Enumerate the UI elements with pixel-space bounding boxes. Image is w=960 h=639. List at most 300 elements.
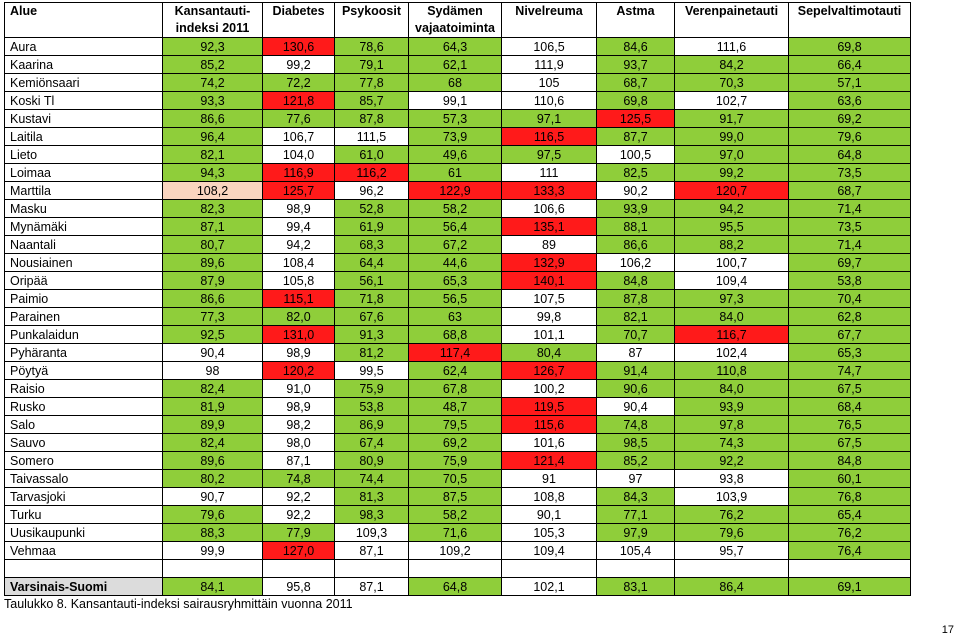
value-cell: 75,9 xyxy=(409,452,502,470)
value-cell: 110,8 xyxy=(675,362,789,380)
value-cell: 86,6 xyxy=(163,290,263,308)
value-cell: 122,9 xyxy=(409,182,502,200)
value-cell: 78,6 xyxy=(335,38,409,56)
value-cell: 87,9 xyxy=(163,272,263,290)
value-cell: 82,1 xyxy=(163,146,263,164)
value-cell: 69,2 xyxy=(789,110,911,128)
value-cell: 92,2 xyxy=(675,452,789,470)
value-cell: 99,2 xyxy=(675,164,789,182)
value-cell: 74,7 xyxy=(789,362,911,380)
value-cell: 71,8 xyxy=(335,290,409,308)
value-cell: 44,6 xyxy=(409,254,502,272)
value-cell: 88,1 xyxy=(597,218,675,236)
value-cell: 130,6 xyxy=(263,38,335,56)
value-cell: 57,1 xyxy=(789,74,911,92)
value-cell: 77,1 xyxy=(597,506,675,524)
value-cell: 107,5 xyxy=(502,290,597,308)
area-name-cell: Raisio xyxy=(5,380,163,398)
value-cell: 67,8 xyxy=(409,380,502,398)
value-cell: 91,7 xyxy=(675,110,789,128)
table-row xyxy=(5,362,911,380)
value-cell: 74,2 xyxy=(163,74,263,92)
value-cell: 102,7 xyxy=(675,92,789,110)
value-cell: 64,8 xyxy=(409,578,502,596)
value-cell: 77,3 xyxy=(163,308,263,326)
value-cell: 84,1 xyxy=(163,578,263,596)
value-cell: 98 xyxy=(163,362,263,380)
area-name-cell: Kustavi xyxy=(5,110,163,128)
value-cell: 75,9 xyxy=(335,380,409,398)
value-cell: 87,1 xyxy=(163,218,263,236)
value-cell: 133,3 xyxy=(502,182,597,200)
area-name-cell: Pyhäranta xyxy=(5,344,163,362)
value-cell: 76,5 xyxy=(789,416,911,434)
value-cell: 100,2 xyxy=(502,380,597,398)
value-cell: 94,3 xyxy=(163,164,263,182)
value-cell: 84,0 xyxy=(675,308,789,326)
value-cell: 77,6 xyxy=(263,110,335,128)
spacer-cell xyxy=(675,560,789,578)
value-cell: 108,2 xyxy=(163,182,263,200)
value-cell: 103,9 xyxy=(675,488,789,506)
value-cell: 73,5 xyxy=(789,218,911,236)
value-cell: 69,8 xyxy=(597,92,675,110)
value-cell: 135,1 xyxy=(502,218,597,236)
value-cell: 71,4 xyxy=(789,200,911,218)
value-cell: 83,1 xyxy=(597,578,675,596)
value-cell: 70,7 xyxy=(597,326,675,344)
value-cell: 68,8 xyxy=(409,326,502,344)
value-cell: 79,1 xyxy=(335,56,409,74)
value-cell: 61,9 xyxy=(335,218,409,236)
value-cell: 70,4 xyxy=(789,290,911,308)
value-cell: 87,5 xyxy=(409,488,502,506)
value-cell: 99,8 xyxy=(502,308,597,326)
area-name-cell: Mynämäki xyxy=(5,218,163,236)
value-cell: 94,2 xyxy=(263,236,335,254)
area-name-cell: Taivassalo xyxy=(5,470,163,488)
value-cell: 119,5 xyxy=(502,398,597,416)
value-cell: 84,8 xyxy=(597,272,675,290)
value-cell: 95,7 xyxy=(675,542,789,560)
area-name-cell: Vehmaa xyxy=(5,542,163,560)
value-cell: 64,4 xyxy=(335,254,409,272)
spacer-cell xyxy=(597,560,675,578)
value-cell: 69,1 xyxy=(789,578,911,596)
table-row xyxy=(5,218,911,236)
value-cell: 97,1 xyxy=(502,110,597,128)
value-cell: 68,4 xyxy=(789,398,911,416)
total-row xyxy=(5,578,911,596)
value-cell: 69,2 xyxy=(409,434,502,452)
value-cell: 80,4 xyxy=(502,344,597,362)
value-cell: 97,8 xyxy=(675,416,789,434)
value-cell: 90,4 xyxy=(163,344,263,362)
table-row xyxy=(5,164,911,182)
value-cell: 64,8 xyxy=(789,146,911,164)
area-name-cell: Lieto xyxy=(5,146,163,164)
table-row xyxy=(5,74,911,92)
value-cell: 106,5 xyxy=(502,38,597,56)
value-cell: 84,8 xyxy=(789,452,911,470)
table-row xyxy=(5,200,911,218)
table-row xyxy=(5,398,911,416)
area-name-cell: Naantali xyxy=(5,236,163,254)
spacer-cell xyxy=(502,560,597,578)
value-cell: 96,2 xyxy=(335,182,409,200)
value-cell: 82,0 xyxy=(263,308,335,326)
value-cell: 79,6 xyxy=(675,524,789,542)
value-cell: 117,4 xyxy=(409,344,502,362)
value-cell: 99,0 xyxy=(675,128,789,146)
value-cell: 84,2 xyxy=(675,56,789,74)
table-row xyxy=(5,92,911,110)
value-cell: 77,9 xyxy=(263,524,335,542)
value-cell: 101,1 xyxy=(502,326,597,344)
value-cell: 89,6 xyxy=(163,254,263,272)
value-cell: 140,1 xyxy=(502,272,597,290)
area-name-cell: Sauvo xyxy=(5,434,163,452)
area-name-cell: Kemiönsaari xyxy=(5,74,163,92)
value-cell: 57,3 xyxy=(409,110,502,128)
value-cell: 73,9 xyxy=(409,128,502,146)
value-cell: 111,6 xyxy=(675,38,789,56)
value-cell: 116,5 xyxy=(502,128,597,146)
area-name-cell: Somero xyxy=(5,452,163,470)
column-header: Kansantauti- indeksi 2011 xyxy=(163,3,263,38)
value-cell: 109,2 xyxy=(409,542,502,560)
value-cell: 91,4 xyxy=(597,362,675,380)
table-row xyxy=(5,56,911,74)
value-cell: 90,2 xyxy=(597,182,675,200)
value-cell: 58,2 xyxy=(409,506,502,524)
value-cell: 82,3 xyxy=(163,200,263,218)
value-cell: 80,2 xyxy=(163,470,263,488)
value-cell: 74,8 xyxy=(597,416,675,434)
value-cell: 95,5 xyxy=(675,218,789,236)
table-row xyxy=(5,542,911,560)
value-cell: 101,6 xyxy=(502,434,597,452)
value-cell: 97,9 xyxy=(597,524,675,542)
value-cell: 106,2 xyxy=(597,254,675,272)
value-cell: 82,1 xyxy=(597,308,675,326)
value-cell: 111,5 xyxy=(335,128,409,146)
value-cell: 79,6 xyxy=(163,506,263,524)
value-cell: 81,9 xyxy=(163,398,263,416)
value-cell: 60,1 xyxy=(789,470,911,488)
value-cell: 67,5 xyxy=(789,380,911,398)
area-name-cell: Oripää xyxy=(5,272,163,290)
value-cell: 69,7 xyxy=(789,254,911,272)
column-header: Alue xyxy=(5,3,163,38)
spacer-cell xyxy=(5,560,163,578)
value-cell: 109,4 xyxy=(502,542,597,560)
area-name-cell: Kaarina xyxy=(5,56,163,74)
value-cell: 90,7 xyxy=(163,488,263,506)
value-cell: 110,6 xyxy=(502,92,597,110)
value-cell: 92,5 xyxy=(163,326,263,344)
value-cell: 92,3 xyxy=(163,38,263,56)
value-cell: 88,3 xyxy=(163,524,263,542)
value-cell: 85,2 xyxy=(163,56,263,74)
value-cell: 86,6 xyxy=(163,110,263,128)
value-cell: 106,7 xyxy=(263,128,335,146)
table-row xyxy=(5,470,911,488)
value-cell: 125,5 xyxy=(597,110,675,128)
area-name-cell: Varsinais-Suomi xyxy=(5,578,163,596)
table-row xyxy=(5,38,911,56)
value-cell: 93,3 xyxy=(163,92,263,110)
value-cell: 116,2 xyxy=(335,164,409,182)
value-cell: 70,3 xyxy=(675,74,789,92)
value-cell: 56,5 xyxy=(409,290,502,308)
area-name-cell: Rusko xyxy=(5,398,163,416)
value-cell: 121,4 xyxy=(502,452,597,470)
value-cell: 63,6 xyxy=(789,92,911,110)
value-cell: 86,6 xyxy=(597,236,675,254)
value-cell: 86,9 xyxy=(335,416,409,434)
value-cell: 93,9 xyxy=(597,200,675,218)
value-cell: 82,4 xyxy=(163,434,263,452)
value-cell: 53,8 xyxy=(789,272,911,290)
value-cell: 69,8 xyxy=(789,38,911,56)
value-cell: 80,9 xyxy=(335,452,409,470)
value-cell: 105,3 xyxy=(502,524,597,542)
value-cell: 84,6 xyxy=(597,38,675,56)
value-cell: 94,2 xyxy=(675,200,789,218)
value-cell: 100,5 xyxy=(597,146,675,164)
table-row xyxy=(5,452,911,470)
value-cell: 115,1 xyxy=(263,290,335,308)
table-row xyxy=(5,380,911,398)
header-row xyxy=(5,3,911,38)
value-cell: 56,4 xyxy=(409,218,502,236)
spacer-cell xyxy=(263,560,335,578)
value-cell: 68 xyxy=(409,74,502,92)
value-cell: 62,8 xyxy=(789,308,911,326)
value-cell: 62,1 xyxy=(409,56,502,74)
value-cell: 91,0 xyxy=(263,380,335,398)
table-caption: Taulukko 8. Kansantauti-indeksi sairausryhmittäin vuonna 2011 xyxy=(4,597,353,611)
value-cell: 96,4 xyxy=(163,128,263,146)
value-cell: 76,8 xyxy=(789,488,911,506)
value-cell: 79,5 xyxy=(409,416,502,434)
table-row xyxy=(5,344,911,362)
value-cell: 93,9 xyxy=(675,398,789,416)
area-name-cell: Laitila xyxy=(5,128,163,146)
table-row xyxy=(5,434,911,452)
value-cell: 90,1 xyxy=(502,506,597,524)
table-row xyxy=(5,524,911,542)
value-cell: 88,2 xyxy=(675,236,789,254)
value-cell: 72,2 xyxy=(263,74,335,92)
value-cell: 108,8 xyxy=(502,488,597,506)
value-cell: 104,0 xyxy=(263,146,335,164)
value-cell: 68,7 xyxy=(789,182,911,200)
value-cell: 90,6 xyxy=(597,380,675,398)
value-cell: 131,0 xyxy=(263,326,335,344)
value-cell: 62,4 xyxy=(409,362,502,380)
value-cell: 111 xyxy=(502,164,597,182)
value-cell: 116,9 xyxy=(263,164,335,182)
value-cell: 97,0 xyxy=(675,146,789,164)
value-cell: 68,7 xyxy=(597,74,675,92)
value-cell: 93,7 xyxy=(597,56,675,74)
table-row xyxy=(5,308,911,326)
value-cell: 126,7 xyxy=(502,362,597,380)
area-name-cell: Nousiainen xyxy=(5,254,163,272)
value-cell: 106,6 xyxy=(502,200,597,218)
value-cell: 82,5 xyxy=(597,164,675,182)
value-cell: 98,9 xyxy=(263,398,335,416)
value-cell: 90,4 xyxy=(597,398,675,416)
value-cell: 92,2 xyxy=(263,506,335,524)
value-cell: 91 xyxy=(502,470,597,488)
column-header: Sepelvaltimotauti xyxy=(789,3,911,38)
value-cell: 82,4 xyxy=(163,380,263,398)
value-cell: 74,8 xyxy=(263,470,335,488)
value-cell: 84,3 xyxy=(597,488,675,506)
value-cell: 81,2 xyxy=(335,344,409,362)
table-row xyxy=(5,236,911,254)
value-cell: 99,1 xyxy=(409,92,502,110)
value-cell: 80,7 xyxy=(163,236,263,254)
value-cell: 125,7 xyxy=(263,182,335,200)
value-cell: 66,4 xyxy=(789,56,911,74)
spacer-cell xyxy=(163,560,263,578)
value-cell: 67,6 xyxy=(335,308,409,326)
spacer-row xyxy=(5,560,911,578)
value-cell: 120,7 xyxy=(675,182,789,200)
table-row xyxy=(5,416,911,434)
value-cell: 74,4 xyxy=(335,470,409,488)
value-cell: 99,5 xyxy=(335,362,409,380)
value-cell: 53,8 xyxy=(335,398,409,416)
column-header: Psykoosit xyxy=(335,3,409,38)
value-cell: 120,2 xyxy=(263,362,335,380)
value-cell: 87,8 xyxy=(597,290,675,308)
value-cell: 132,9 xyxy=(502,254,597,272)
value-cell: 87,7 xyxy=(597,128,675,146)
value-cell: 71,4 xyxy=(789,236,911,254)
spacer-cell xyxy=(409,560,502,578)
value-cell: 73,5 xyxy=(789,164,911,182)
value-cell: 81,3 xyxy=(335,488,409,506)
table-body xyxy=(5,38,911,596)
area-name-cell: Loimaa xyxy=(5,164,163,182)
value-cell: 108,4 xyxy=(263,254,335,272)
value-cell: 97 xyxy=(597,470,675,488)
value-cell: 99,9 xyxy=(163,542,263,560)
value-cell: 89 xyxy=(502,236,597,254)
table-row xyxy=(5,146,911,164)
area-name-cell: Koski Tl xyxy=(5,92,163,110)
spacer-cell xyxy=(789,560,911,578)
value-cell: 67,2 xyxy=(409,236,502,254)
value-cell: 98,0 xyxy=(263,434,335,452)
value-cell: 109,3 xyxy=(335,524,409,542)
table-row xyxy=(5,326,911,344)
table-row xyxy=(5,290,911,308)
value-cell: 100,7 xyxy=(675,254,789,272)
column-header: Verenpainetauti xyxy=(675,3,789,38)
value-cell: 77,8 xyxy=(335,74,409,92)
column-header: Nivelreuma xyxy=(502,3,597,38)
area-name-cell: Paimio xyxy=(5,290,163,308)
value-cell: 65,4 xyxy=(789,506,911,524)
value-cell: 105,8 xyxy=(263,272,335,290)
value-cell: 65,3 xyxy=(789,344,911,362)
area-name-cell: Turku xyxy=(5,506,163,524)
value-cell: 127,0 xyxy=(263,542,335,560)
value-cell: 65,3 xyxy=(409,272,502,290)
value-cell: 98,2 xyxy=(263,416,335,434)
value-cell: 105,4 xyxy=(597,542,675,560)
value-cell: 99,2 xyxy=(263,56,335,74)
area-name-cell: Uusikaupunki xyxy=(5,524,163,542)
value-cell: 95,8 xyxy=(263,578,335,596)
table-row xyxy=(5,182,911,200)
value-cell: 76,2 xyxy=(789,524,911,542)
value-cell: 61 xyxy=(409,164,502,182)
value-cell: 79,6 xyxy=(789,128,911,146)
area-name-cell: Masku xyxy=(5,200,163,218)
value-cell: 89,6 xyxy=(163,452,263,470)
value-cell: 86,4 xyxy=(675,578,789,596)
value-cell: 98,5 xyxy=(597,434,675,452)
value-cell: 121,8 xyxy=(263,92,335,110)
value-cell: 87 xyxy=(597,344,675,362)
value-cell: 89,9 xyxy=(163,416,263,434)
area-name-cell: Marttila xyxy=(5,182,163,200)
value-cell: 97,3 xyxy=(675,290,789,308)
value-cell: 63 xyxy=(409,308,502,326)
value-cell: 109,4 xyxy=(675,272,789,290)
value-cell: 67,7 xyxy=(789,326,911,344)
table-row xyxy=(5,128,911,146)
value-cell: 76,4 xyxy=(789,542,911,560)
value-cell: 85,7 xyxy=(335,92,409,110)
table-row xyxy=(5,506,911,524)
value-cell: 61,0 xyxy=(335,146,409,164)
column-header: Astma xyxy=(597,3,675,38)
area-name-cell: Salo xyxy=(5,416,163,434)
value-cell: 71,6 xyxy=(409,524,502,542)
value-cell: 93,8 xyxy=(675,470,789,488)
area-name-cell: Pöytyä xyxy=(5,362,163,380)
area-name-cell: Aura xyxy=(5,38,163,56)
value-cell: 58,2 xyxy=(409,200,502,218)
value-cell: 98,9 xyxy=(263,200,335,218)
value-cell: 68,3 xyxy=(335,236,409,254)
value-cell: 76,2 xyxy=(675,506,789,524)
value-cell: 56,1 xyxy=(335,272,409,290)
value-cell: 87,8 xyxy=(335,110,409,128)
table-row xyxy=(5,488,911,506)
value-cell: 102,1 xyxy=(502,578,597,596)
table-row xyxy=(5,254,911,272)
value-cell: 87,1 xyxy=(335,542,409,560)
value-cell: 115,6 xyxy=(502,416,597,434)
value-cell: 97,5 xyxy=(502,146,597,164)
value-cell: 91,3 xyxy=(335,326,409,344)
value-cell: 92,2 xyxy=(263,488,335,506)
value-cell: 52,8 xyxy=(335,200,409,218)
value-cell: 105 xyxy=(502,74,597,92)
value-cell: 85,2 xyxy=(597,452,675,470)
value-cell: 48,7 xyxy=(409,398,502,416)
column-header: Sydämen vajaatoiminta xyxy=(409,3,502,38)
